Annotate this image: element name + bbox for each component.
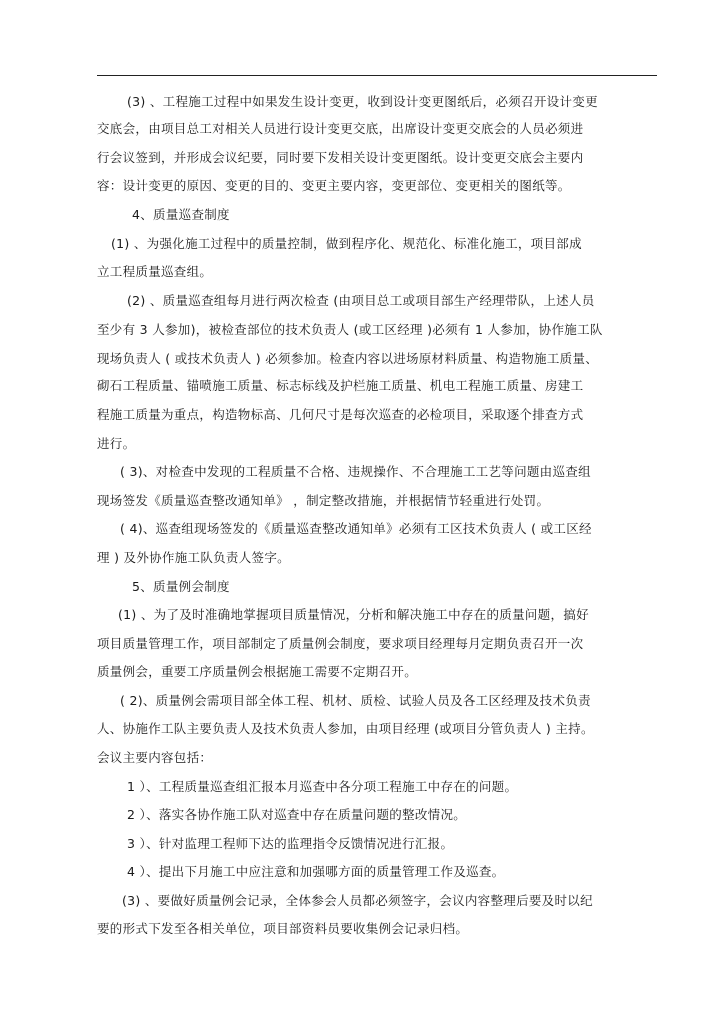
text-line: 理 ) 及外协作施工队负责人签字。 — [97, 550, 290, 565]
text-line: (3) 、工程施工过程中如果发生设计变更，收到设计变更图纸后，必须召开设计变更 — [127, 94, 598, 109]
text-line: (1) 、为强化施工过程中的质量控制，做到程序化、规范化、标准化施工，项目部成 — [111, 236, 582, 251]
text-line: 进行。 — [97, 436, 136, 451]
text-line: 行会议签到，并形成会议纪要，同时要下发相关设计变更图纸。设计变更交底会主要内 — [97, 150, 584, 165]
text-line: ( 2)、质量例会需项目部全体工程、机材、质检、试验人员及各工区经理及技术负责 — [120, 693, 591, 708]
text-line: (3) 、要做好质量例会记录，全体参会人员都必须签字，会议内容整理后要及时以纪 — [122, 893, 593, 908]
text-line: 质量例会，重要工序质量例会根据施工需要不定期召开。 — [97, 664, 418, 679]
list-item: 1 ）、工程质量巡查组汇报本月巡查中各分项工程施工中存在的问题。 — [127, 779, 518, 794]
text-line: 容：设计变更的原因、变更的目的、变更主要内容，变更部位、变更相关的图纸等。 — [97, 178, 571, 193]
text-line: 人、协施作工队主要负责人及技术负责人参加，由项目经理 (或项目分管负责人 ) 主持。 — [97, 721, 594, 736]
text-line: 要的形式下发至各相关单位，项目部资料员要收集例会记录归档。 — [97, 921, 469, 936]
text-line: 现场签发《质量巡查整改通知单》 ，制定整改措施，并根据情节轻重进行处罚。 — [97, 493, 550, 508]
text-line: 会议主要内容包括： — [97, 750, 213, 765]
text-line: 至少有 3 人参加)，被检查部位的技术负责人 (或工区经理 )必须有 1 人参加，协作施工队 — [97, 322, 603, 337]
header-rule — [97, 75, 657, 76]
text-line: 现场负责人 ( 或技术负责人 ) 必须参加。检查内容以进场原材料质量、构造物施工质量、 — [97, 351, 599, 366]
section-heading: 5、质量例会制度 — [132, 579, 230, 594]
list-item: 3 ）、针对监理工程师下达的监理指令反馈情况进行汇报。 — [127, 836, 454, 851]
text-line: 项目质量管理工作，项目部制定了质量例会制度，要求项目经理每月定期负责召开一次 — [97, 636, 584, 651]
text-line: (2) 、质量巡查组每月进行两次检查 (由项目总工或项目部生产经理带队，上述人员 — [127, 293, 595, 308]
text-line: ( 4)、巡查组现场签发的《质量巡查整改通知单》必须有工区技术负责人 ( 或工区经 — [120, 521, 592, 536]
section-heading: 4、质量巡查制度 — [132, 207, 230, 222]
text-line: 程施工质量为重点，构造物标高、几何尺寸是每次巡查的必检项目，采取逐个排查方式 — [97, 407, 584, 422]
text-line: 砌石工程质量、锚喷施工质量、标志标线及护栏施工质量、机电工程施工质量、房建工 — [97, 378, 584, 393]
text-line: (1) 、为了及时准确地掌握项目质量情况，分析和解决施工中存在的质量问题，搞好 — [118, 607, 589, 622]
text-line: 交底会，由项目总工对相关人员进行设计变更交底，出席设计变更交底会的人员必须进 — [97, 121, 584, 136]
list-item: 2 ）、落实各协作施工队对巡查中存在质量问题的整改情况。 — [127, 807, 467, 822]
list-item: 4 ）、提出下月施工中应注意和加强哪方面的质量管理工作及巡查。 — [127, 864, 505, 879]
text-line: ( 3)、对检查中发现的工程质量不合格、违规操作、不合理施工工艺等问题由巡查组 — [120, 464, 591, 479]
text-line: 立工程质量巡查组。 — [97, 264, 213, 279]
